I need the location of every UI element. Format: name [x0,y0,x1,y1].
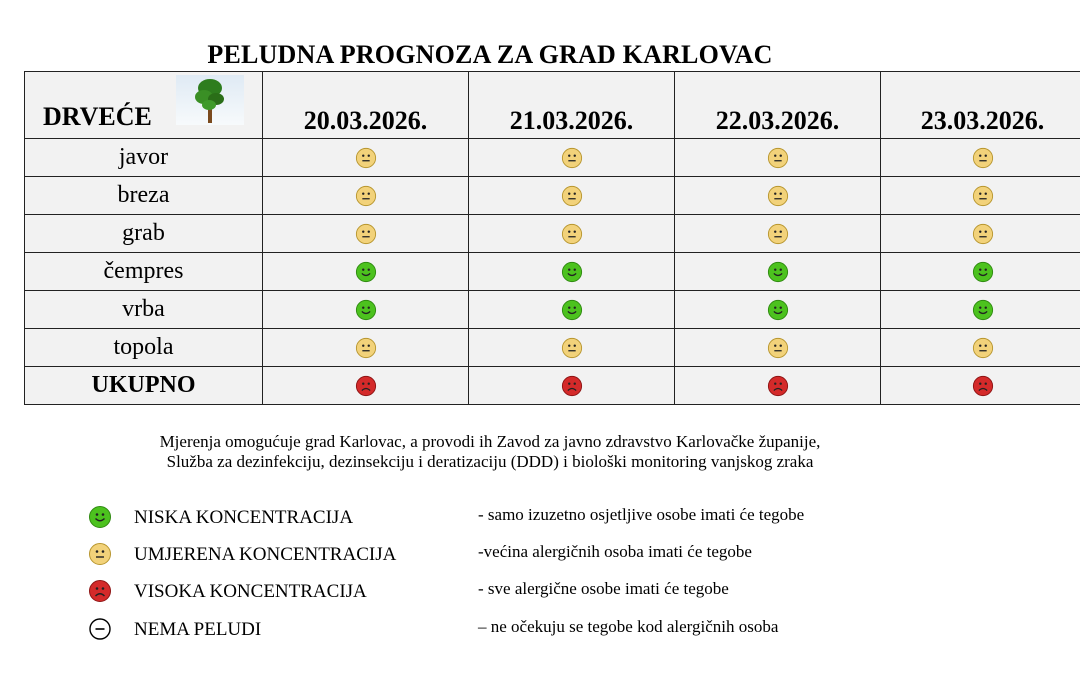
forecast-cell [675,139,881,177]
date-header: 20.03.2026. [263,72,469,139]
green-smiley-icon [469,299,674,321]
forecast-cell [469,177,675,215]
forecast-cell [881,139,1080,177]
forecast-cell [263,253,469,291]
tree-name: javor [25,139,263,177]
green-smiley-icon [881,261,1080,283]
red-frown-face-icon [263,375,468,397]
tree-name: grab [25,215,263,253]
forecast-cell [881,177,1080,215]
green-smiley-icon [675,299,880,321]
page-title: PELUDNA PROGNOZA ZA GRAD KARLOVAC [207,40,773,69]
forecast-cell [263,139,469,177]
green-smiley-icon [675,261,880,283]
green-smiley-icon [88,505,112,529]
forecast-cell [881,329,1080,367]
table-row [25,215,1080,253]
forecast-cell [881,253,1080,291]
legend-item [0,579,1080,609]
yellow-neutral-face-icon [881,147,1080,169]
tree-name: topola [25,329,263,367]
forecast-cell [675,253,881,291]
tree-name: čempres [25,253,263,291]
forecast-cell [675,177,881,215]
red-frown-face-icon [469,375,674,397]
forecast-cell [263,329,469,367]
forecast-cell [675,367,881,405]
legend-label: NEMA PELUDI [134,619,262,640]
forecast-cell [469,215,675,253]
forecast-cell [675,215,881,253]
yellow-neutral-face-icon [88,542,112,566]
forecast-cell [469,367,675,405]
yellow-neutral-face-icon [263,223,468,245]
legend-description: - sve alergične osobe imati će tegobe [478,579,729,598]
yellow-neutral-face-icon [881,223,1080,245]
yellow-neutral-face-icon [881,337,1080,359]
date-header: 22.03.2026. [675,72,881,139]
forecast-cell [469,329,675,367]
green-smiley-icon [469,261,674,283]
yellow-neutral-face-icon [675,337,880,359]
forecast-cell [469,253,675,291]
red-frown-face-icon [88,579,112,603]
empty-minus-circle-icon [88,617,112,641]
table-row [25,291,1080,329]
red-frown-face-icon [881,375,1080,397]
yellow-neutral-face-icon [263,147,468,169]
yellow-neutral-face-icon [263,337,468,359]
forecast-cell [263,367,469,405]
green-smiley-icon [881,299,1080,321]
forecast-cell [881,215,1080,253]
green-smiley-icon [263,299,468,321]
yellow-neutral-face-icon [675,185,880,207]
footer-line: Služba za dezinfekciju, dezinsekciju i deratizaciju (DDD) i biološki monitoring vanjskog zraka [166,452,814,471]
legend-item [0,617,1080,647]
date-header: 21.03.2026. [469,72,675,139]
corner-cell [25,72,263,139]
yellow-neutral-face-icon [469,147,674,169]
table-row [25,367,1080,405]
table-row [25,177,1080,215]
green-smiley-icon [263,261,468,283]
yellow-neutral-face-icon [469,223,674,245]
footer-note [0,432,980,472]
trees-heading: DRVEĆE [43,102,152,131]
tree-name: vrba [25,291,263,329]
date-header: 23.03.2026. [881,72,1080,139]
forecast-cell [263,177,469,215]
red-frown-face-icon [675,375,880,397]
forecast-cell [469,291,675,329]
yellow-neutral-face-icon [881,185,1080,207]
legend-label: NISKA KONCENTRACIJA [134,507,354,528]
forecast-cell [469,139,675,177]
tree-icon [176,75,244,125]
forecast-cell [675,329,881,367]
yellow-neutral-face-icon [675,223,880,245]
legend-description: – ne očekuju se tegobe kod alergičnih osoba [478,617,779,636]
legend-label: VISOKA KONCENTRACIJA [134,581,367,602]
tree-name: breza [25,177,263,215]
yellow-neutral-face-icon [263,185,468,207]
forecast-cell [263,291,469,329]
forecast-cell [263,215,469,253]
forecast-cell [881,291,1080,329]
yellow-neutral-face-icon [469,337,674,359]
legend-item [0,505,1080,535]
yellow-neutral-face-icon [675,147,880,169]
legend-description: - samo izuzetno osjetljive osobe imati će tegobe [478,505,805,524]
yellow-neutral-face-icon [469,185,674,207]
table-row [25,139,1080,177]
total-label: UKUPNO [25,367,263,405]
table-row [25,329,1080,367]
forecast-cell [881,367,1080,405]
legend-label: UMJERENA KONCENTRACIJA [134,544,397,565]
table-header-row [25,72,1080,139]
forecast-cell [675,291,881,329]
legend-description: -većina alergičnih osoba imati će tegobe [478,542,752,561]
pollen-forecast-table [24,71,1080,405]
footer-line: Mjerenja omogućuje grad Karlovac, a provodi ih Zavod za javno zdravstvo Karlovačke županije, [159,432,821,451]
legend-item [0,542,1080,572]
table-row [25,253,1080,291]
